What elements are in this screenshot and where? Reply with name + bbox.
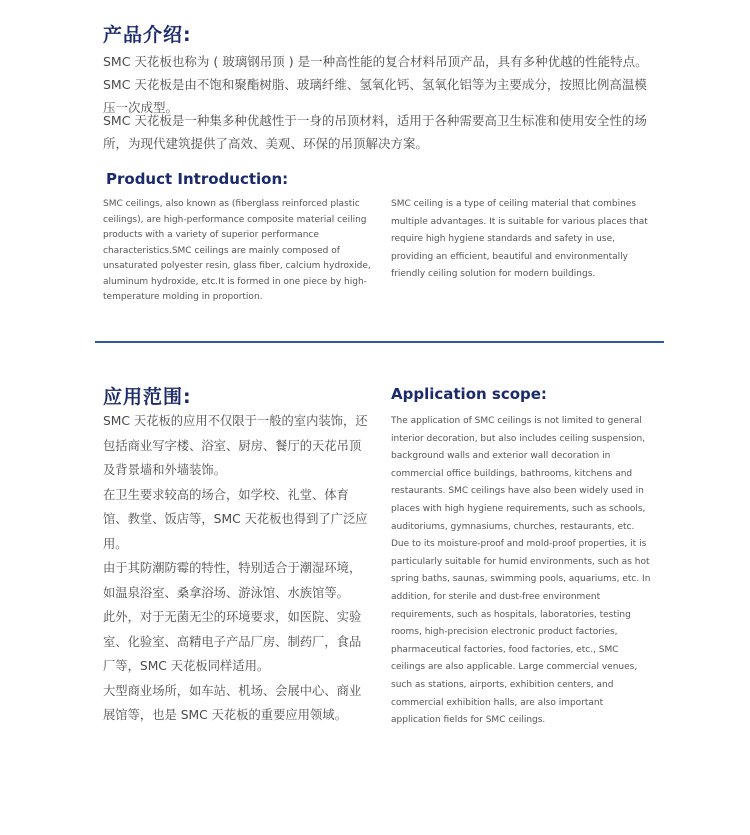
section-divider <box>95 341 664 343</box>
application-cn-paragraph: 在卫生要求较高的场合，如学校、礼堂、体育馆、教堂、饭店等，SMC 天花板也得到了广泛应用。 <box>103 487 368 551</box>
application-en-text: The application of SMC ceilings is not limited to general interior decoration, but also includes ceiling suspension, background walls and exterior wall decoration in commercial office buildings, bathrooms, kitchens and restaurants. SMC ceilings have also been widely used in places with high hygiene requirements, such as schools, auditoriums, gymnasiums, churches, restaurants, etc. Due to its moisture-proof and mold-proof properties, it is particularly suitable for humid environments, such as hot spring baths, saunas, swimming pools, aquariums, etc. In addition, for sterile and dust-free environment requirements, such as hospitals, laboratories, testing rooms, high-precision electronic product factories, pharmaceutical factories, food factories, etc., SMC ceilings are also applicable. Large commercial venues, such as stations, airports, exhibition centers, and commercial exhibition halls, are also important application fields for SMC ceilings. <box>391 416 651 726</box>
application-cn-paragraph: 大型商业场所，如车站、机场、会展中心、商业展馆等，也是 SMC 天花板的重要应用领域。 <box>103 683 362 722</box>
application-cn-paragraph: 由于其防潮防霉的特性，特别适合于潮湿环境，如温泉浴室、桑拿浴场、游泳馆、水族馆等。 <box>103 561 362 600</box>
intro-en-title: Product Introduction: <box>106 170 289 188</box>
application-cn-paragraph: 此外，对于无菌无尘的环境要求，如医院、实验室、化验室、高精电子产品厂房、制药厂，食品厂等，SMC 天花板同样适用。 <box>103 610 362 673</box>
intro-en-left-text: SMC ceilings, also known as (fiberglass reinforced plastic ceilings), are high-performance composite material ceiling products with a variety of superior performance characteristics.SMC ceilings are mainly composed of unsaturated polyester resin, glass fiber, calcium hydroxide, aluminum hydroxide, etc.It is formed in one piece by high-temperature molding in proportion. <box>103 199 371 302</box>
intro-cn-title: 产品介绍: <box>103 24 192 46</box>
application-cn-paragraph: SMC 天花板的应用不仅限于一般的室内装饰，还包括商业写字楼、浴室、厨房、餐厅的天花吊顶及背景墙和外墙装饰。 <box>103 414 368 477</box>
application-cn-list <box>103 409 371 728</box>
application-cn-title: 应用范围: <box>103 386 192 408</box>
intro-cn-paragraph-1: SMC 天花板也称为 ( 玻璃钢吊顶 ) 是一种高性能的复合材料吊顶产品，具有多种优越的性能特点。SMC 天花板是由不饱和聚酯树脂、玻璃纤维、氢氧化钙、氢氧化铝等为主要成分，按照比例高温模压一次成型。 <box>103 54 648 115</box>
intro-en-right-text: SMC ceiling is a type of ceiling material that combines multiple advantages. It is suitable for various places that require high hygiene standards and safety in use, providing an efficient, beautiful and environmentally friendly ceiling solution for modern buildings. <box>391 199 648 279</box>
intro-cn-paragraph-2: SMC 天花板是一种集多种优越性于一身的吊顶材料，适用于各种需要高卫生标准和使用安全性的场所，为现代建筑提供了高效、美观、环保的吊顶解决方案。 <box>103 113 647 151</box>
application-en-title: Application scope: <box>391 385 547 403</box>
